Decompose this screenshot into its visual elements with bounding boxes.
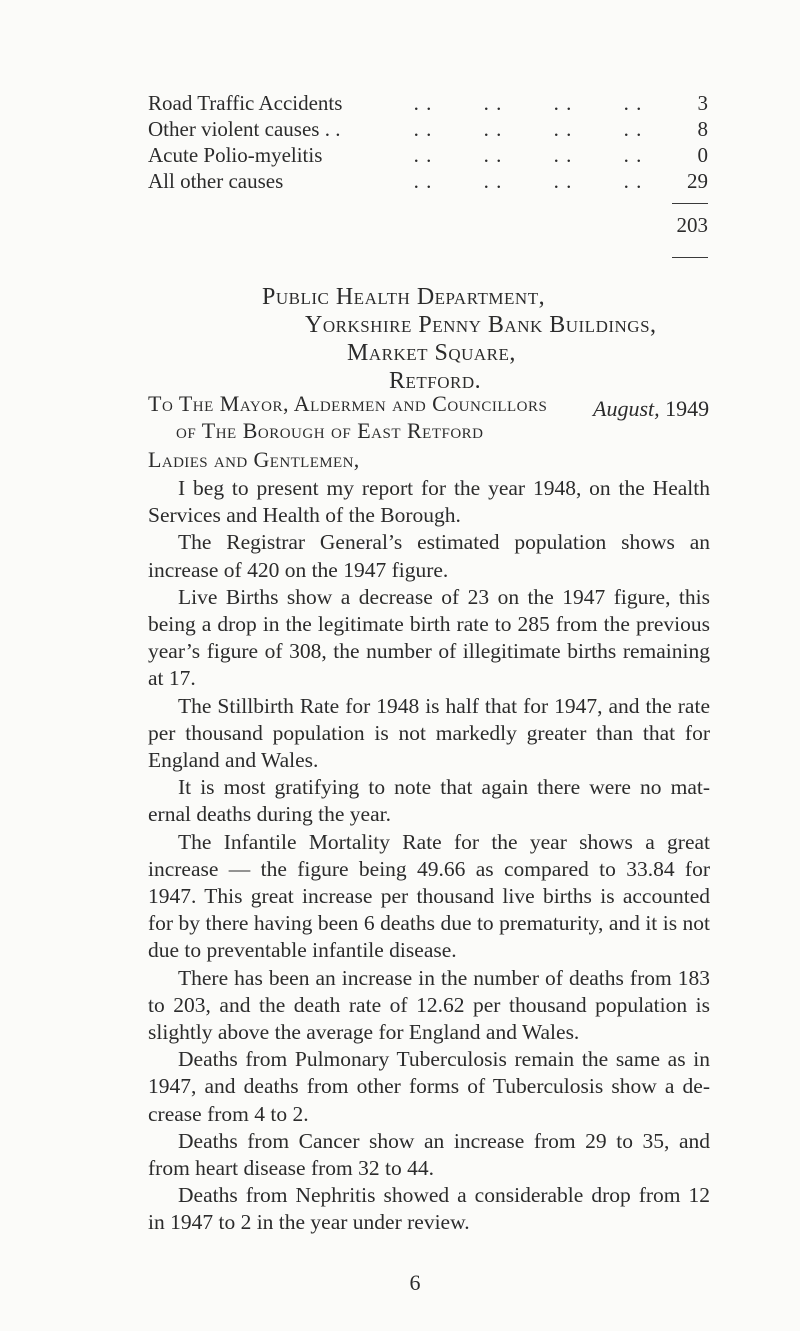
paragraph: Live Births show a decrease of 23 on the 1947 figure, this being a drop in the legitimate birth rate to 285 from the previous year’s figure of 308, the number of illegitimate births remaining at 17. <box>148 584 710 691</box>
total-value: 203 <box>676 213 708 237</box>
leader-dots: . . <box>623 143 643 167</box>
leader-dots: . . <box>413 169 433 193</box>
leader-dots: . . <box>553 91 573 115</box>
cause-value: 3 <box>697 91 708 115</box>
cause-value: 29 <box>687 169 708 193</box>
cause-label: Other violent causes . . <box>148 117 341 141</box>
report-body <box>148 475 710 1237</box>
leader-dots: . . <box>413 117 433 141</box>
leader-dots: . . <box>623 169 643 193</box>
paragraph: Deaths from Pulmonary Tuberculosis remain the same as in 1947, and deaths from other forms of Tuberculosis show a de- crease from 4 to 2. <box>148 1047 710 1126</box>
address-line: Public Health Department, <box>262 284 546 310</box>
leader-dots: . . <box>483 91 503 115</box>
leader-dots: . . <box>483 143 503 167</box>
leader-dots: . . <box>483 117 503 141</box>
cause-row <box>148 90 708 116</box>
paragraph: The Stillbirth Rate for 1948 is half that for 1947, and the rate per thousand population is not markedly greater than that for England and Wales. <box>148 693 710 773</box>
leader-dots: . . <box>413 91 433 115</box>
leader-dots: . . <box>553 169 573 193</box>
leader-dots: . . <box>623 117 643 141</box>
paragraph: Deaths from Nephritis showed a considerable drop from 12 in 1947 to 2 in the year under review. <box>148 1183 710 1235</box>
letter-date <box>593 394 709 424</box>
address-line: Retford. <box>389 368 482 394</box>
cause-row <box>148 168 708 194</box>
leader-dots: . . <box>553 117 573 141</box>
paragraph: It is most gratifying to note that again there were no mat- ernal deaths during the year. <box>148 775 710 827</box>
cause-value: 8 <box>697 117 708 141</box>
salutation: Ladies and Gentlemen, <box>148 447 360 472</box>
cause-row <box>148 142 708 168</box>
paragraph: Deaths from Cancer show an increase from 29 to 35, and from heart disease from 32 to 44. <box>148 1128 710 1181</box>
address-line: Yorkshire Penny Bank Buildings, <box>305 312 657 338</box>
date-month: August, <box>593 396 660 421</box>
address-line: Market Square, <box>347 340 516 366</box>
date-year: 1949 <box>665 396 710 421</box>
recipient-line: To The Mayor, Aldermen and Councillors <box>148 391 548 416</box>
leader-dots: . . <box>623 91 643 115</box>
paragraph: The Infantile Mortality Rate for the year shows a great increase — the figure being 49.66 as compared to 33.84 for 1947. This great increase per thousand live births is accounted for by there having been 6 deaths due to prematurity, and it is not due to preventable infantile disease. <box>148 829 710 963</box>
paragraph: The Registrar General’s estimated population shows an increase of 420 on the 1947 figure. <box>148 530 710 582</box>
recipient-line: of The Borough of East Retford <box>176 418 484 443</box>
leader-dots: . . <box>483 169 503 193</box>
leader-dots: . . <box>413 143 433 167</box>
cause-label: All other causes <box>148 169 284 193</box>
paragraph: There has been an increase in the number of deaths from 183 to 203, and the death rate of 12.62 per thousand population is slightly above the average for England and Wales. <box>148 965 710 1045</box>
leader-dots: . . <box>553 143 573 167</box>
sum-rule-top <box>672 203 708 204</box>
cause-value: 0 <box>697 143 708 167</box>
paragraph: I beg to present my report for the year 1948, on the Health Services and Health of the Borough. <box>148 476 710 528</box>
cause-label: Acute Polio-myelitis <box>148 143 323 167</box>
cause-row <box>148 116 708 142</box>
sum-rule-bottom <box>672 257 708 258</box>
page-number: 6 <box>409 1270 421 1295</box>
cause-label: Road Traffic Accidents <box>148 91 343 115</box>
